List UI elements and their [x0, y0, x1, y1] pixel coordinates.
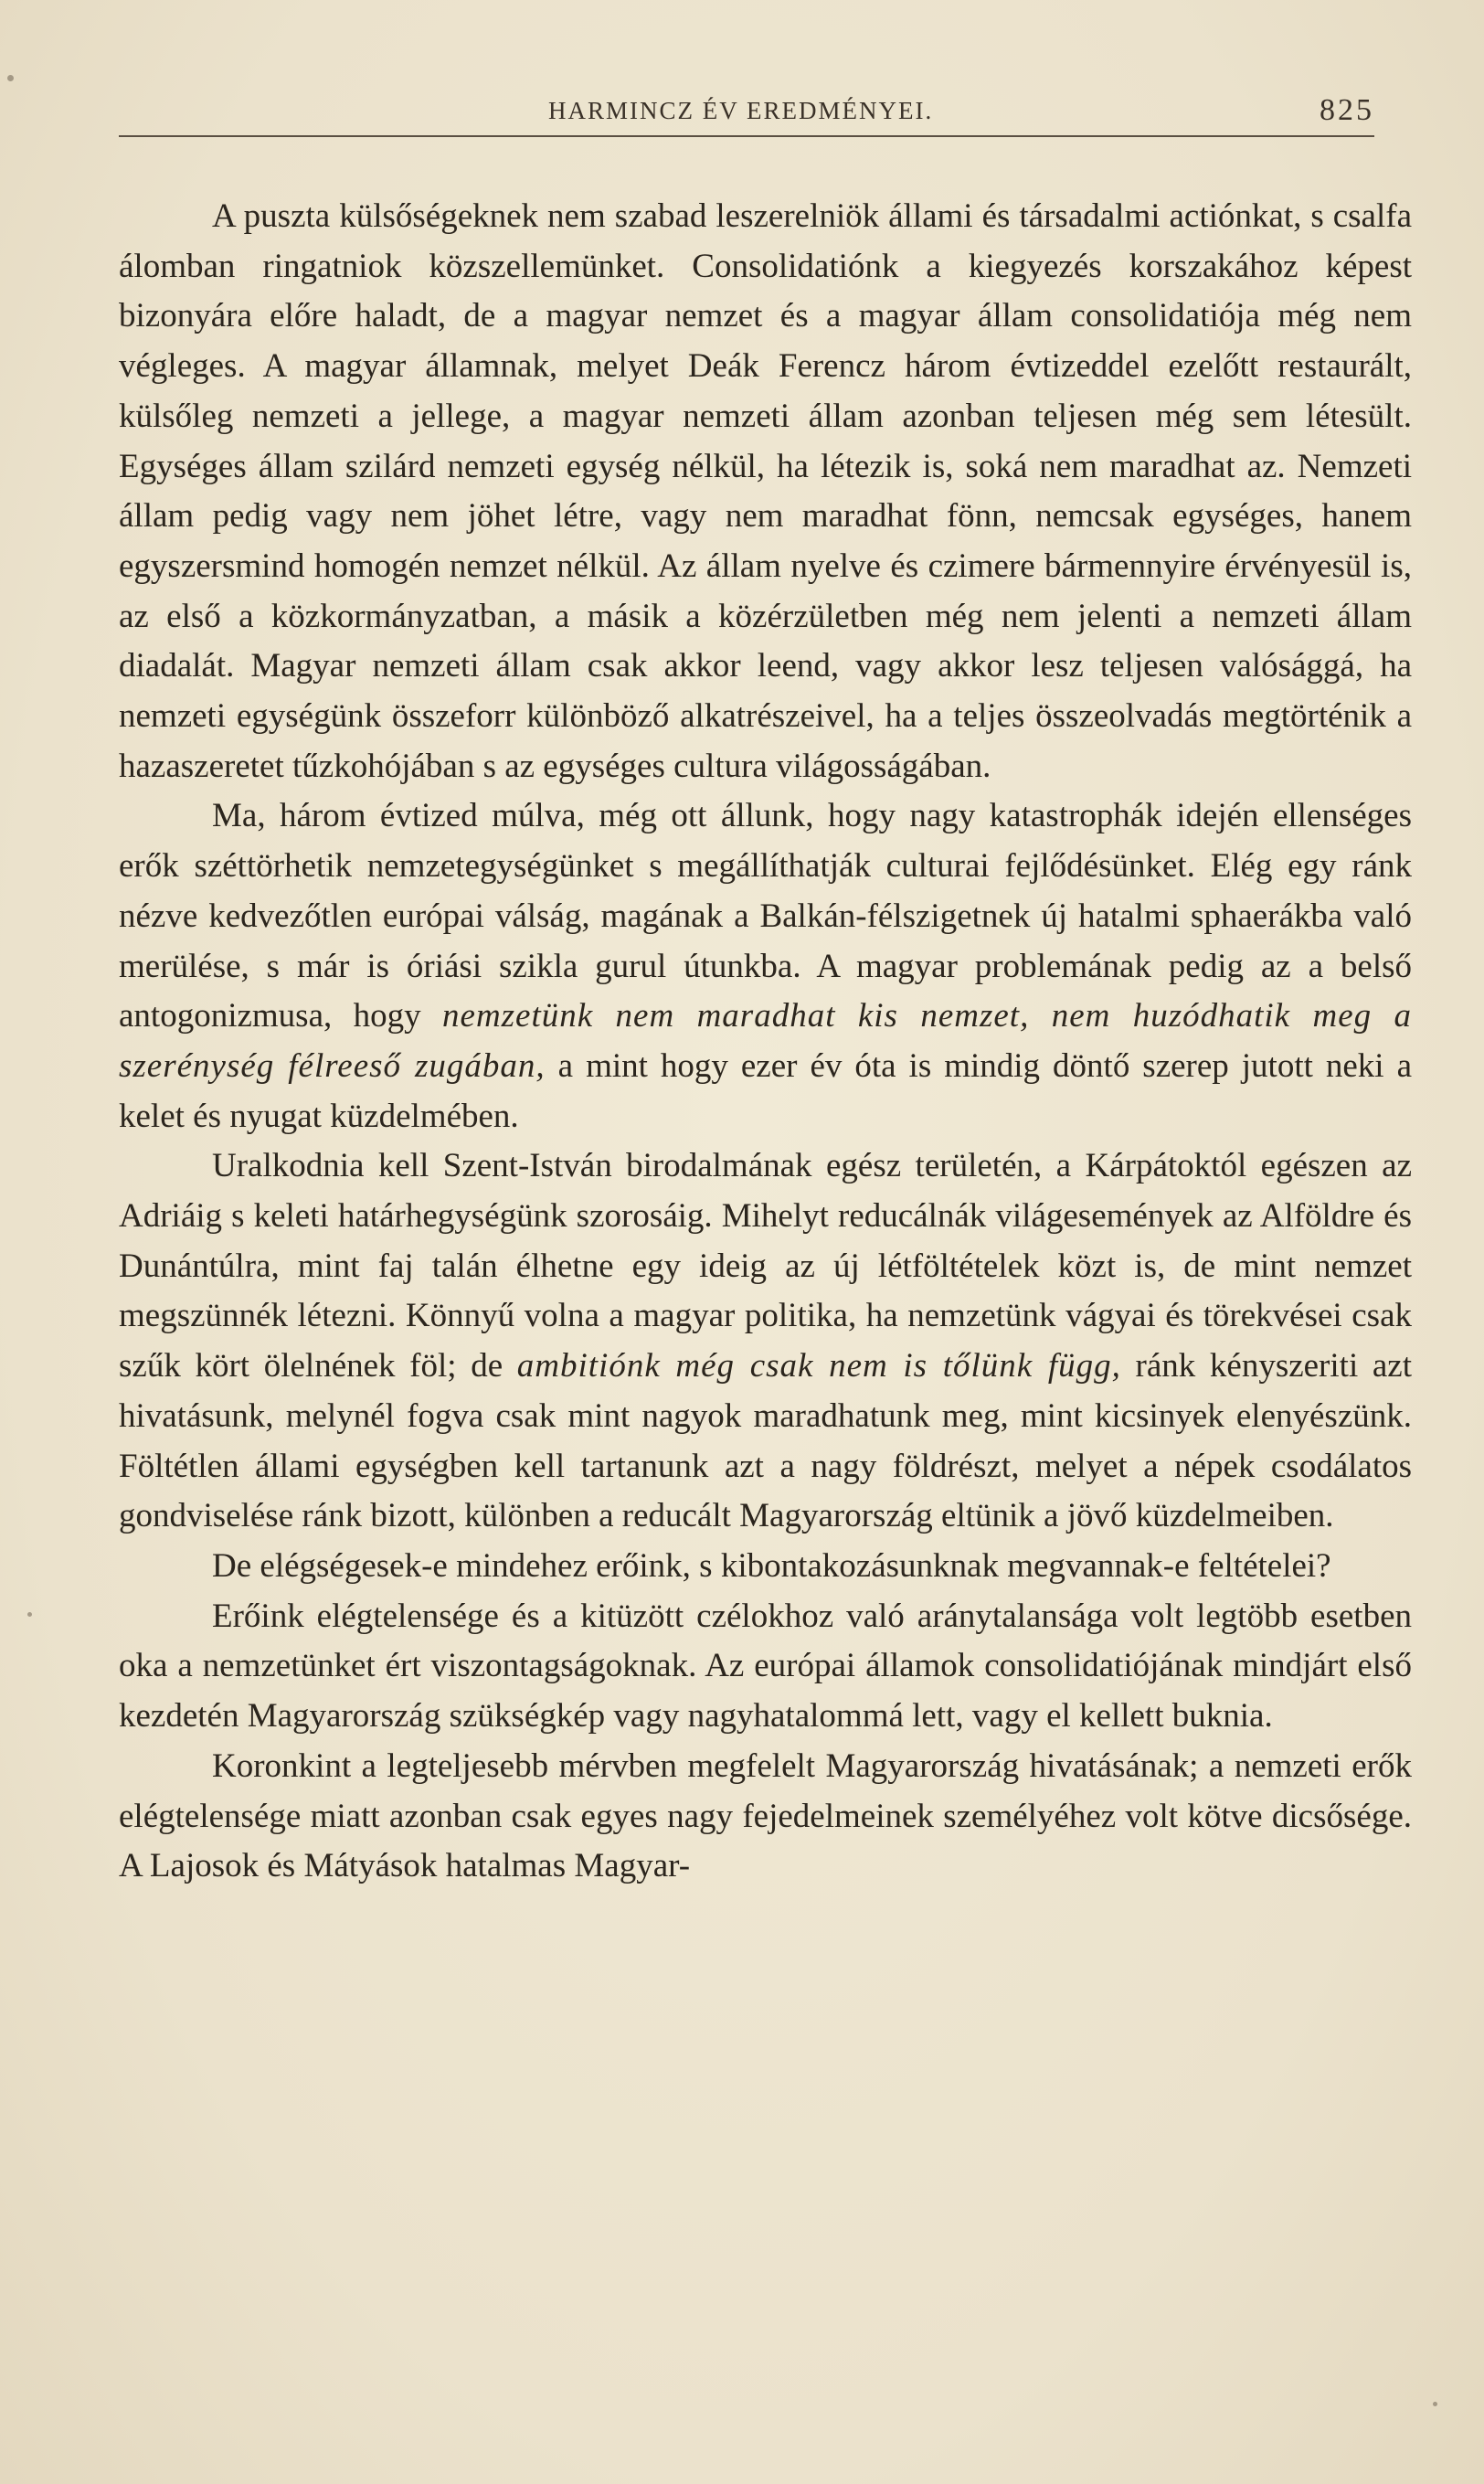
paper-speck [27, 1612, 32, 1617]
paragraph-text: a mint hogy ezer év óta is mindig döntő szerep jutott neki a kelet és nyugat küzdelmében. [119, 1046, 1412, 1135]
paragraph-text: ránk kényszeriti azt hivatásunk, melynél fogva csak mint nagyok maradhatunk meg, mint kicsinyek elenyészünk. Föltétlen állami egységben kell tartanunk azt a nagy földrészt, melyet a népek csodálatos gondviselése ránk bizott, különben a reducált Magyarország eltünik a jövő küzdelmeiben. [119, 1347, 1412, 1535]
paragraph [119, 192, 1412, 791]
running-title: HARMINCZ ÉV EREDMÉNYEI. [548, 97, 934, 124]
paragraph-text: Erőink elégtelensége és a kitüzött czélokhoz való aránytalansága volt legtöbb esetben oka a nemzetünket ért viszontagságoknak. Az európai államok consolidatiójának mindjárt első kezdetén Magyarország szükségkép vagy nagyhatalommá lett, vagy el kellett buknia. [119, 1597, 1412, 1736]
paragraph [119, 1592, 1412, 1742]
page-number: 825 [1320, 93, 1374, 127]
paragraph [119, 1742, 1412, 1892]
paragraph [119, 1542, 1412, 1592]
paper-speck [1433, 2402, 1437, 2406]
paragraph-text: Koronkint a legteljesebb mérvben megfelelt Magyarország hivatásának; a nemzeti erők elégtelensége miatt azonban csak egyes nagy fejedelmeinek személyéhez volt kötve dicsősége. A Lajosok és Mátyások hatalmas Magyar- [119, 1746, 1412, 1885]
paragraph-text: De elégségesek-e mindehez erőink, s kibontakozásunknak megvannak-e feltételei? [212, 1546, 1331, 1585]
running-head [119, 91, 1411, 137]
paragraph [119, 1141, 1412, 1542]
italic-emphasis: nemzetünk nem maradhat kis nemzet, nem huzódhatik meg a szerénység félreeső zugában, [119, 997, 1412, 1085]
paragraph-text: A puszta külsőségeknek nem szabad leszerelniök állami és társadalmi actiónkat, s csalfa álomban ringatniok közszellemünket. Consolidatiónk a kiegyezés korszakához képest bizonyára előre haladt, de a magyar nemzet és a magyar állam consolidatiója még nem végleges. A magyar államnak, melyet Deák Ferencz három évtizeddel ezelőtt restaurált, külsőleg nemzeti a jellege, a magyar nemzeti állam azonban teljesen még sem létesült. Egységes állam szilárd nemzeti egység nélkül, ha létezik is, soká nem maradhat az. Nemzeti állam pedig vagy nem jöhet létre, vagy nem maradhat fönn, nemcsak egységes, hanem egyszersmind homogén nemzet nélkül. Az állam nyelve és czimere bármennyire érvényesül is, az első a közkormányzatban, a másik a közérzületben még nem jelenti a nemzeti állam diadalát. Magyar nemzeti állam csak akkor leend, vagy akkor lesz teljesen valósággá, ha nemzeti egységünk összeforr különböző alkatrészeivel, ha a teljes összeolvadás megtörténik a hazaszeretet tűzkohójában s az egységes cultura világosságában. [119, 197, 1412, 785]
paragraph-text: Ma, három évtized múlva, még ott állunk, hogy nagy katastrophák idején ellenséges erők széttörhetik nemzetegységünket s megállíthatják culturai fejlődésünket. Elég egy ránk nézve kedvezőtlen európai válság, magának a Balkán-félszigetnek új hatalmi sphaerákba való merülése, s már is óriási szikla gurul útunkba. A magyar problemának pedig az a belső antogonizmusa, hogy [119, 797, 1412, 1035]
italic-emphasis: ambitiónk még csak nem is tőlünk függ, [516, 1347, 1121, 1385]
paragraph [119, 791, 1412, 1141]
paragraph-text: Uralkodnia kell Szent-István birodalmának egész területén, a Kárpátoktól egészen az Adriáig s keleti határhegységünk szorosáig. Mihelyt reducálnák világesemények az Alföldre és Dunántúlra, mint faj talán élhetne egy ideig az új létföltételek közt is, de mint nemzet megszünnék létezni. Könnyű volna a magyar politika, ha nemzetünk vágyai és törekvései csak szűk kört ölelnének föl; de [119, 1147, 1412, 1385]
body-text [119, 192, 1412, 1892]
paper-speck [7, 75, 14, 81]
header-rule [119, 135, 1374, 137]
